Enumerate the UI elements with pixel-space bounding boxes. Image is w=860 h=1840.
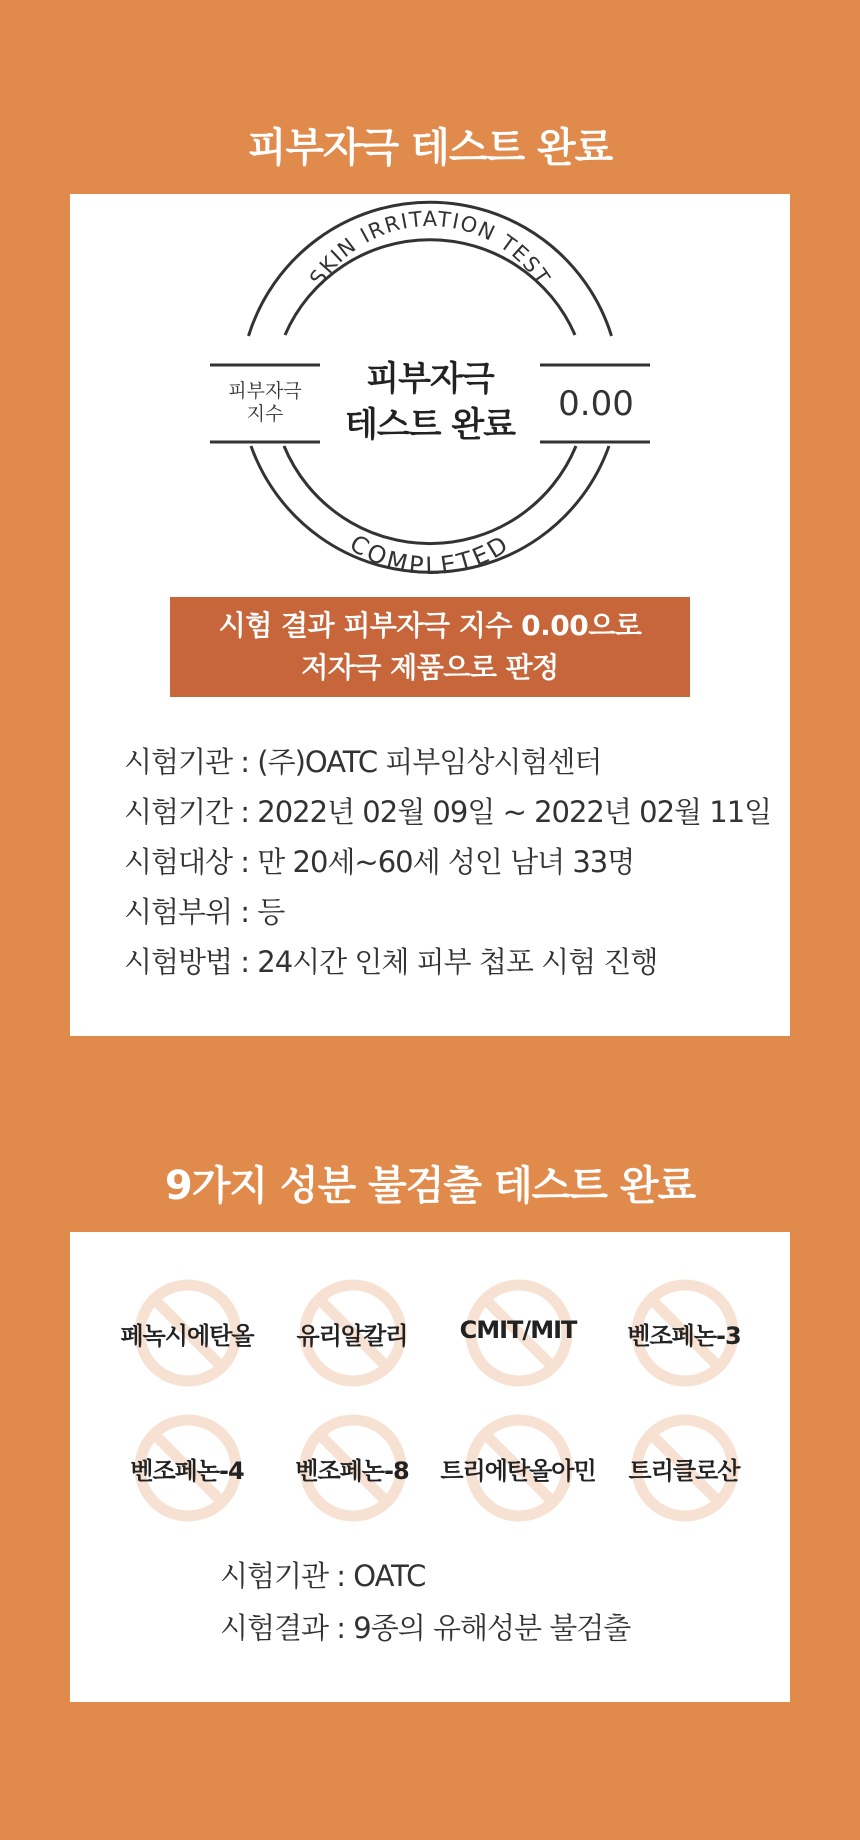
section1-title: 피부자극 테스트 완료	[247, 125, 613, 171]
ingredient-info-list	[220, 1550, 630, 1654]
seal-center-line1: 피부자극	[366, 359, 494, 399]
ingredient-item	[272, 1278, 432, 1388]
info-subjects: 시험대상 : 만 20세~60세 성인 남녀 33명	[124, 845, 635, 879]
test-info-list	[124, 737, 771, 987]
ingredient-label: 트리에탄올아민	[440, 1457, 596, 1485]
info-result: 시험결과 : 9종의 유해성분 불검출	[220, 1611, 631, 1645]
info-site: 시험부위 : 등	[124, 895, 285, 929]
info-institution-2: 시험기관 : OATC	[220, 1559, 426, 1593]
ingredient-item	[272, 1413, 432, 1523]
index-label-line1: 피부자극	[228, 380, 302, 402]
ingredient-label: 벤조페논-8	[295, 1457, 409, 1485]
result-banner	[170, 597, 690, 697]
ingredient-item	[107, 1413, 267, 1523]
section2-title: 9가지 성분 불검출 테스트 완료	[164, 1163, 696, 1209]
ingredient-item	[107, 1278, 267, 1388]
seal-arc-top-text: SKIN IRRITATION TEST	[305, 206, 556, 290]
info-institution: 시험기관 : (주)OATC 피부임상시험센터	[124, 745, 602, 779]
seal-inner-arc-bottom	[284, 446, 576, 544]
seal-arc-bottom-text: COMPLETED	[344, 529, 516, 574]
ingredient-item	[604, 1278, 764, 1388]
ingredient-label: CMIT/MIT	[459, 1316, 577, 1344]
ingredient-label: 벤조페논-3	[627, 1322, 741, 1350]
completed-seal	[70, 194, 790, 574]
ingredient-label: 트리클로산	[628, 1457, 740, 1485]
irritation-test-card	[70, 194, 790, 1036]
info-period: 시험기간 : 2022년 02월 09일 ~ 2022년 02월 11일	[124, 795, 772, 829]
ingredient-test-card	[70, 1232, 790, 1702]
result-banner-line1: 시험 결과 피부자극 지수 0.00으로	[218, 609, 642, 642]
ingredient-label: 페녹시에탄올	[120, 1322, 254, 1350]
result-banner-line2: 저자극 제품으로 판정	[301, 651, 559, 684]
ingredient-label: 벤조페논-4	[130, 1457, 244, 1485]
ingredient-label: 유리알칼리	[296, 1322, 408, 1350]
ingredient-item	[438, 1413, 598, 1523]
ingredient-item	[604, 1413, 764, 1523]
ingredient-item	[438, 1278, 598, 1388]
seal-center-line2: 테스트 완료	[344, 405, 516, 445]
index-value: 0.00	[558, 384, 634, 424]
index-label-line2: 지수	[246, 403, 284, 425]
info-method: 시험방법 : 24시간 인체 피부 첩포 시험 진행	[124, 945, 658, 979]
